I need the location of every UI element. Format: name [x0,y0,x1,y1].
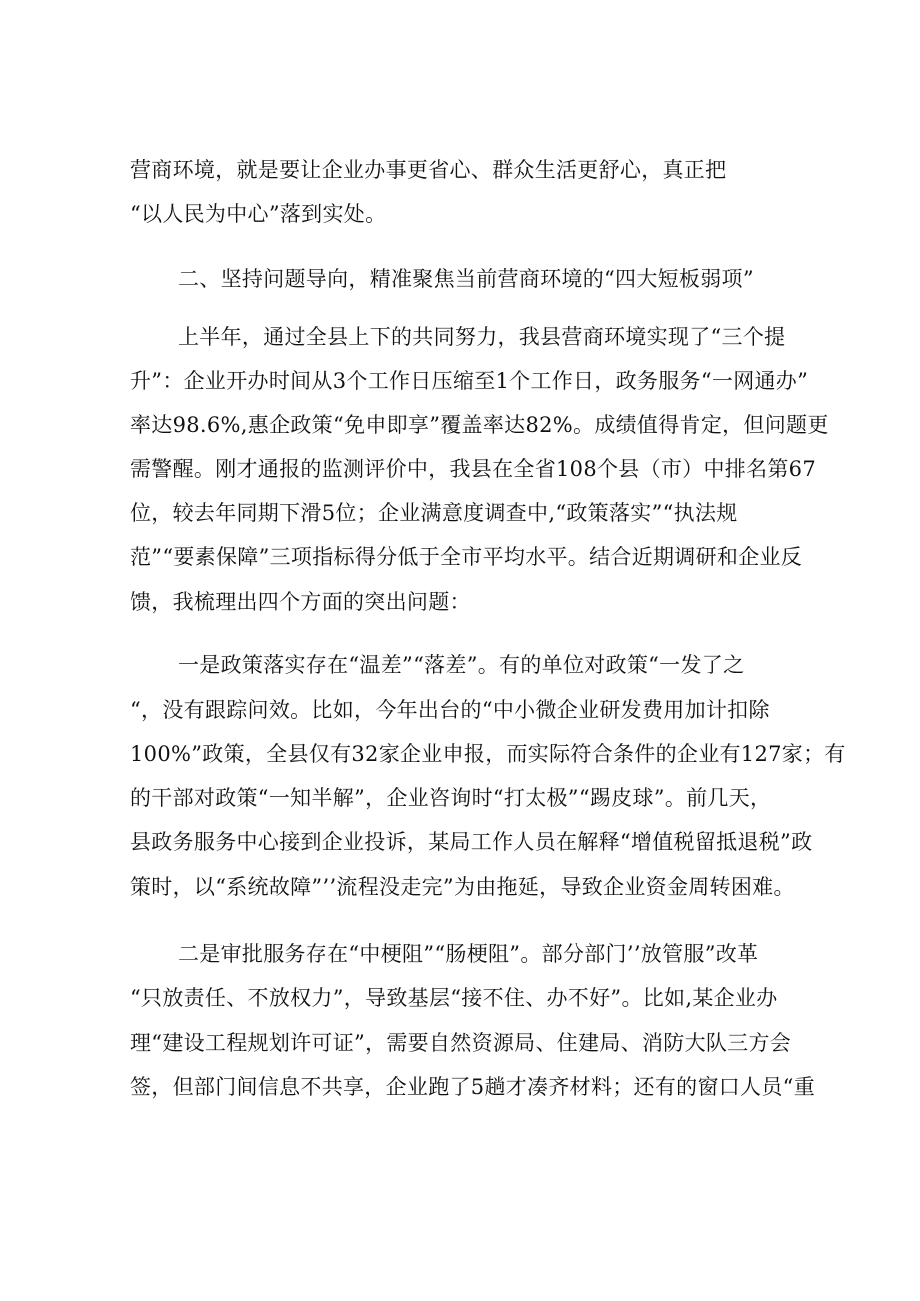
text-line: 馈，我梳理出四个方面的突出问题： [130,590,471,614]
text-line: 率达98.6%,惠企政策“免申即享”覆盖率达82%。成绩值得肯定，但问题更 [130,413,829,437]
text-line: 县政务服务中心接到企业投诉，某局工作人员在解释“增值税留抵退税”政 [130,830,813,854]
text-line: 签，但部门间信息不共享，企业跑了5趟才凑齐材料；还有的窗口人员“重 [130,1075,815,1099]
text-line: “以人民为中心”落到实处。 [130,202,387,226]
text-line: 范”“要素保障”三项指标得分低于全市平均水平。结合近期调研和企业反 [130,545,803,569]
text-line: 需警醒。刚才通报的监测评价中，我县在全省108个县（市）中排名第67 [130,457,817,481]
section-heading: 二、坚持问题导向，精准聚焦当前营商环境的“四大短板弱项” [178,267,754,291]
text-line: 升”：企业开办时间从3个工作日压缩至1个工作日，政务服务“一网通办” [130,369,809,393]
text-line: 一是政策落实存在“温差”“落差”。有的单位对政策“一发了之 [178,653,745,677]
text-line: 理“建设工程规划许可证”，需要自然资源局、住建局、消防大队三方会 [130,1031,792,1055]
text-line: 营商环境，就是要让企业办事更省心、群众生活更舒心，真正把 [130,158,727,182]
text-line: 二是审批服务存在“中梗阻”“肠梗阻”。部分部门’’放管服”改革 [178,942,759,966]
text-line: 位，较去年同期下滑5位；企业满意度调查中,“政策落实”“执法规 [130,501,738,525]
text-line: “只放责任、不放权力”，导致基层“接不住、办不好”。比如,某企业办 [130,986,778,1010]
text-line: 上半年，通过全县上下的共同努力，我县营商环境实现了“三个提 [178,325,786,349]
text-line: 的干部对政策“一知半解”，企业咨询时“打太极”“踢皮球”。前几天， [130,786,772,810]
text-line: 100%”政策，全县仅有32家企业申报，而实际符合条件的企业有127家；有 [130,742,846,766]
text-line: “，没有跟踪问效。比如，今年出台的“中小微企业研发费用加计扣除 [130,698,770,722]
text-line: 策时，以“系统故障”’’流程没走完”为由拖延，导致企业资金周转困难。 [130,875,795,899]
